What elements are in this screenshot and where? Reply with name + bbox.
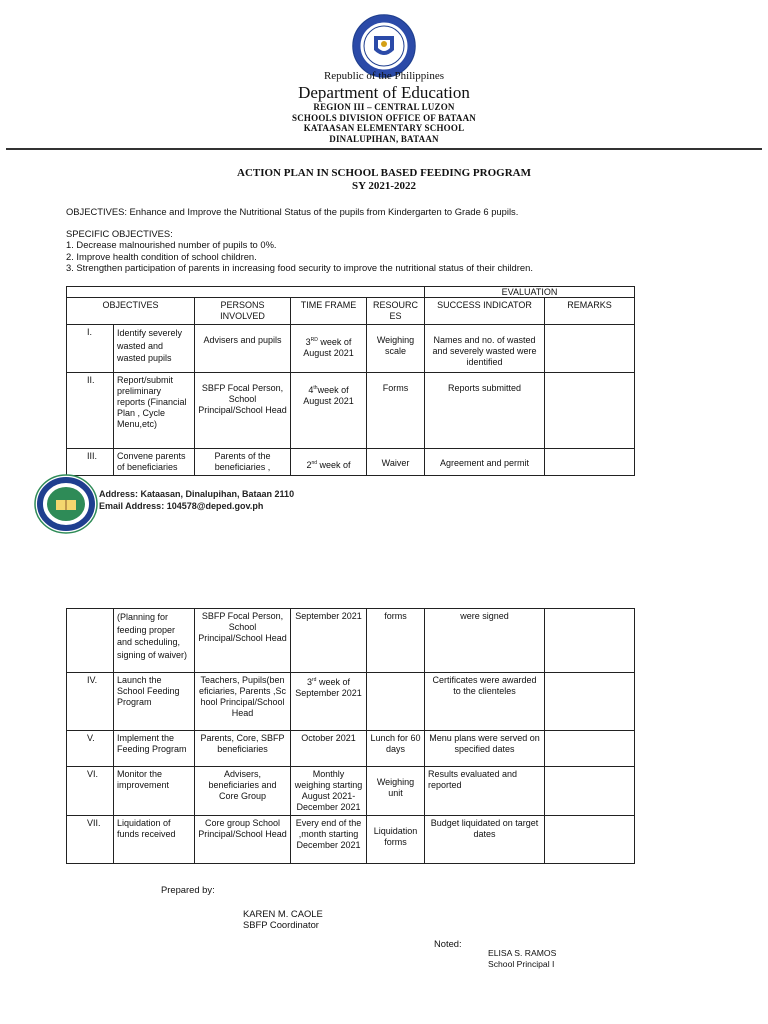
row-persons: Advisers, beneficiaries and Core Group xyxy=(195,767,291,816)
col-header-objectives: OBJECTIVES xyxy=(67,298,195,325)
department-name: Department of Education xyxy=(298,83,470,102)
school-seal-logo xyxy=(34,474,98,534)
document-title xyxy=(0,167,768,193)
row-remarks xyxy=(545,673,635,731)
deped-seal-logo xyxy=(352,14,416,78)
noted-title: School Principal I xyxy=(488,959,555,969)
table-row xyxy=(67,609,635,673)
row-objective: Liquidation of funds received xyxy=(114,816,195,864)
specific-item: 2. Improve health condition of school children. xyxy=(66,250,257,262)
row-indicator: were signed xyxy=(425,609,545,673)
row-number: II. xyxy=(67,373,114,449)
row-persons: Parents, Core, SBFP beneficiaries xyxy=(195,731,291,767)
table-row xyxy=(67,449,635,476)
row-resources: Weighing scale xyxy=(367,325,425,373)
table-row xyxy=(67,373,635,449)
prepared-by-title: SBFP Coordinator xyxy=(243,919,319,930)
row-remarks xyxy=(545,767,635,816)
row-resources: Weighing unit xyxy=(367,767,425,816)
col-header-remarks: REMARKS xyxy=(545,298,635,325)
school-line: KATAASAN ELEMENTARY SCHOOL xyxy=(303,123,465,133)
row-number: VII. xyxy=(67,816,114,864)
row-indicator: Results evaluated and reported xyxy=(425,767,545,816)
row-objective: (Planning for feeding proper and scheduling, signing of waiver) xyxy=(114,609,195,673)
col-header-indicator: SUCCESS INDICATOR xyxy=(425,298,545,325)
prepared-by-block xyxy=(243,908,323,930)
row-objective: Monitor the improvement xyxy=(114,767,195,816)
row-resources: Liquidation forms xyxy=(367,816,425,864)
row-time: September 2021 xyxy=(291,609,367,673)
row-time: 2nd week of xyxy=(291,449,367,476)
row-objective: Report/submit preliminary reports (Financial Plan , Cycle Menu,etc) xyxy=(114,373,195,449)
noted-label: Noted: xyxy=(434,938,462,949)
row-indicator: Menu plans were served on specified dates xyxy=(425,731,545,767)
row-resources: Forms xyxy=(367,373,425,449)
row-number: VI. xyxy=(67,767,114,816)
row-indicator: Agreement and permit xyxy=(425,449,545,476)
col-header-persons: PERSONS INVOLVED xyxy=(195,298,291,325)
footer-contact xyxy=(99,488,294,512)
specific-item: 3. Strengthen participation of parents in increasing food security to improve the nutritional status of their children. xyxy=(66,262,533,274)
noted-block xyxy=(488,948,556,970)
row-time: October 2021 xyxy=(291,731,367,767)
office-block xyxy=(0,102,768,144)
row-time: 3RD week of August 2021 xyxy=(291,325,367,373)
evaluation-header: EVALUATION xyxy=(425,287,635,298)
row-indicator: Reports submitted xyxy=(425,373,545,449)
row-persons: Parents of the beneficiaries , xyxy=(195,449,291,476)
action-plan-table-part1 xyxy=(66,286,635,476)
row-persons: Teachers, Pupils(beneficiaries, Parents ,School Principal/School Head xyxy=(195,673,291,731)
action-plan-table-part2 xyxy=(66,608,635,864)
row-objective: Convene parents of beneficiaries xyxy=(114,449,195,476)
col-header-resources: RESOURC ES xyxy=(367,298,425,325)
row-indicator: Names and no. of wasted and severely wasted were identified xyxy=(425,325,545,373)
title-line-1: ACTION PLAN IN SCHOOL BASED FEEDING PROGRAM xyxy=(237,167,531,179)
table-row xyxy=(67,673,635,731)
specific-heading: SPECIFIC OBJECTIVES: xyxy=(66,228,173,239)
region-line: REGION III – CENTRAL LUZON xyxy=(313,102,455,112)
row-number: III. xyxy=(67,449,114,476)
republic-line: Republic of the Philippines xyxy=(323,70,445,82)
row-remarks xyxy=(545,816,635,864)
col-header-time: TIME FRAME xyxy=(291,298,367,325)
row-time: 3rd week of September 2021 xyxy=(291,673,367,731)
row-resources: forms xyxy=(367,609,425,673)
row-objective: Identify severely wasted and wasted pupils xyxy=(114,325,195,373)
row-objective: Launch the School Feeding Program xyxy=(114,673,195,731)
row-indicator: Certificates were awarded to the clienteles xyxy=(425,673,545,731)
row-time: Every end of the ,month starting December 2021 xyxy=(291,816,367,864)
row-resources: Lunch for 60 days xyxy=(367,731,425,767)
header-divider xyxy=(6,148,762,150)
row-persons: SBFP Focal Person, School Principal/School Head xyxy=(195,373,291,449)
row-remarks xyxy=(545,373,635,449)
specific-item: 1. Decrease malnourished number of pupils to 0%. xyxy=(66,239,277,251)
footer-address: Address: Kataasan, Dinalupihan, Bataan 2110 xyxy=(99,489,295,499)
row-number xyxy=(67,609,114,673)
division-line: SCHOOLS DIVISION OFFICE OF BATAAN xyxy=(292,112,476,123)
row-remarks xyxy=(545,731,635,767)
row-number: I. xyxy=(67,325,114,373)
title-line-2: SY 2021-2022 xyxy=(351,180,417,192)
row-persons: SBFP Focal Person, School Principal/School Head xyxy=(195,609,291,673)
noted-name: ELISA S. RAMOS xyxy=(488,948,557,958)
row-remarks xyxy=(545,325,635,373)
specific-objectives xyxy=(66,228,533,274)
prepared-by-name: KAREN M. CAOLE xyxy=(243,908,323,919)
prepared-by-label: Prepared by: xyxy=(161,884,215,895)
footer-email: Email Address: 104578@deped.gov.ph xyxy=(99,501,264,511)
table-row xyxy=(67,816,635,864)
row-persons: Advisers and pupils xyxy=(195,325,291,373)
row-remarks xyxy=(545,449,635,476)
row-persons: Core group School Principal/School Head xyxy=(195,816,291,864)
row-number: IV. xyxy=(67,673,114,731)
table-row xyxy=(67,325,635,373)
objectives-paragraph: OBJECTIVES: Enhance and Improve the Nutritional Status of the pupils from Kindergarten to Grade 6 pupils. xyxy=(66,206,519,217)
row-resources: Waiver xyxy=(367,449,425,476)
row-remarks xyxy=(545,609,635,673)
row-time: 4thweek of August 2021 xyxy=(291,373,367,449)
row-number: V. xyxy=(67,731,114,767)
row-resources xyxy=(367,673,425,731)
row-objective: Implement the Feeding Program xyxy=(114,731,195,767)
row-indicator: Budget liquidated on target dates xyxy=(425,816,545,864)
table-row xyxy=(67,731,635,767)
row-time: Monthly weighing starting August 2021- December 2021 xyxy=(291,767,367,816)
location-line: DINALUPIHAN, BATAAN xyxy=(329,133,439,144)
table-row xyxy=(67,767,635,816)
